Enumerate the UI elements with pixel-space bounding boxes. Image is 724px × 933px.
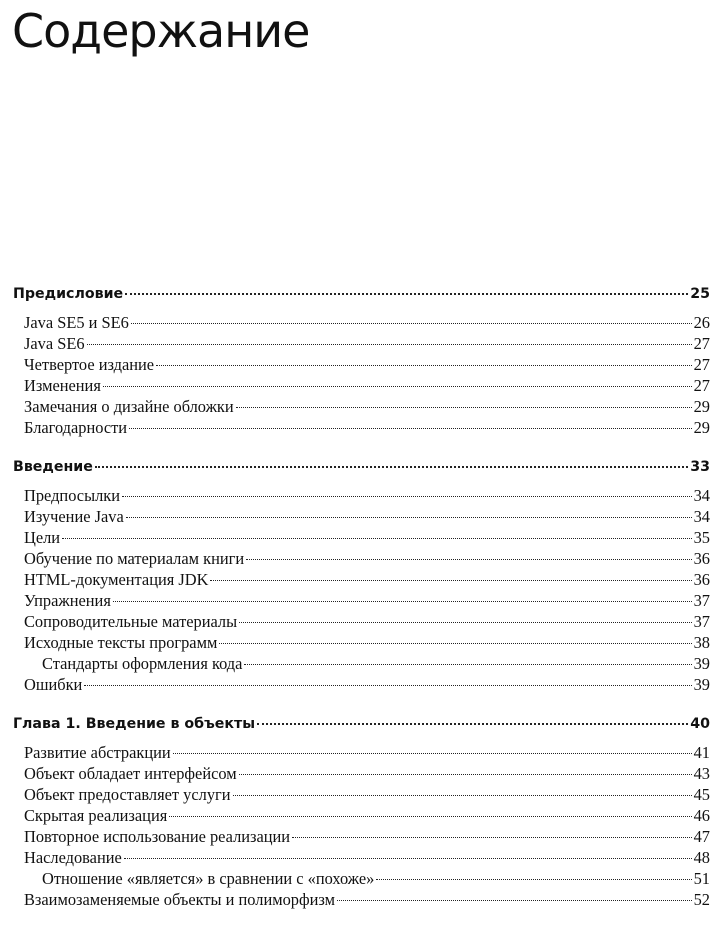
toc-entry-title: Стандарты оформления кода xyxy=(42,654,243,673)
toc-entry-page: 26 xyxy=(693,313,710,332)
toc-entry-title: Объект предоставляет услуги xyxy=(24,785,231,804)
toc-chapter-row[interactable] xyxy=(13,714,710,734)
toc-leader-dots xyxy=(233,795,692,796)
toc-section-row[interactable] xyxy=(13,527,710,548)
table-of-contents xyxy=(13,284,710,910)
page-title: Содержание xyxy=(12,4,310,58)
toc-entry-page: 37 xyxy=(693,591,710,610)
toc-section-row[interactable] xyxy=(13,590,710,611)
toc-entry-page: 29 xyxy=(693,418,710,437)
toc-section-row[interactable] xyxy=(13,889,710,910)
toc-leader-dots xyxy=(125,293,688,295)
toc-section-row[interactable] xyxy=(13,354,710,375)
toc-entry-page: 38 xyxy=(693,633,710,652)
toc-entry-page: 52 xyxy=(693,890,710,909)
toc-entry-page: 36 xyxy=(693,570,710,589)
toc-entry-title: HTML-документация JDK xyxy=(24,570,209,589)
chapter-gap xyxy=(13,695,710,714)
toc-leader-dots xyxy=(239,774,692,775)
toc-section-row[interactable] xyxy=(13,674,710,695)
toc-entry-page: 27 xyxy=(693,334,710,353)
toc-section-row[interactable] xyxy=(13,569,710,590)
toc-leader-dots xyxy=(84,685,691,686)
toc-leader-dots xyxy=(129,428,692,429)
toc-entry-page: 47 xyxy=(693,827,710,846)
toc-entry-title: Взаимозаменяемые объекты и полиморфизм xyxy=(24,890,335,909)
toc-entry-title: Развитие абстракции xyxy=(24,743,171,762)
toc-leader-dots xyxy=(113,601,692,602)
toc-leader-dots xyxy=(62,538,692,539)
toc-entry-page: 51 xyxy=(693,869,710,888)
toc-entry-title: Скрытая реализация xyxy=(24,806,168,825)
toc-section-row[interactable] xyxy=(13,312,710,333)
toc-section-row[interactable] xyxy=(13,548,710,569)
toc-leader-dots xyxy=(337,900,692,901)
toc-leader-dots xyxy=(210,580,691,581)
toc-entry-title: Повторное использование реализации xyxy=(24,827,291,846)
toc-entry-page: 29 xyxy=(693,397,710,416)
toc-entry-page: 34 xyxy=(693,507,710,526)
toc-leader-dots xyxy=(87,344,692,345)
toc-entry-page: 48 xyxy=(693,848,710,867)
toc-entry-page: 34 xyxy=(693,486,710,505)
toc-entry-title: Сопроводительные материалы xyxy=(24,612,238,631)
toc-entry-title: Java SE5 и SE6 xyxy=(24,313,129,332)
toc-section-row[interactable] xyxy=(13,396,710,417)
chapter-gap xyxy=(13,438,710,457)
toc-subsection-row[interactable] xyxy=(13,868,710,889)
toc-chapter-title: Глава 1. Введение в объекты xyxy=(13,716,256,732)
toc-entry-page: 39 xyxy=(693,654,710,673)
toc-leader-dots xyxy=(122,496,692,497)
toc-leader-dots xyxy=(246,559,692,560)
toc-subsection-row[interactable] xyxy=(13,653,710,674)
toc-chapter-title: Предисловие xyxy=(13,286,124,302)
toc-entry-page: 43 xyxy=(693,764,710,783)
toc-chapter-page: 40 xyxy=(690,716,710,732)
toc-section-row[interactable] xyxy=(13,763,710,784)
toc-section-row[interactable] xyxy=(13,742,710,763)
toc-section-row[interactable] xyxy=(13,632,710,653)
toc-leader-dots xyxy=(156,365,692,366)
toc-entry-page: 35 xyxy=(693,528,710,547)
toc-leader-dots xyxy=(239,622,691,623)
toc-entry-page: 39 xyxy=(693,675,710,694)
toc-entry-title: Ошибки xyxy=(24,675,83,694)
toc-leader-dots xyxy=(126,517,692,518)
toc-entry-title: Четвертое издание xyxy=(24,355,155,374)
toc-section-row[interactable] xyxy=(13,847,710,868)
toc-entry-title: Упражнения xyxy=(24,591,111,610)
toc-leader-dots xyxy=(95,466,688,468)
toc-section-row[interactable] xyxy=(13,784,710,805)
toc-chapter-page: 33 xyxy=(690,459,710,475)
toc-leader-dots xyxy=(244,664,691,665)
toc-entry-page: 27 xyxy=(693,376,710,395)
toc-entry-title: Изменения xyxy=(24,376,101,395)
toc-leader-dots xyxy=(103,386,692,387)
toc-section-row[interactable] xyxy=(13,506,710,527)
toc-entry-page: 45 xyxy=(693,785,710,804)
toc-section-row[interactable] xyxy=(13,826,710,847)
toc-leader-dots xyxy=(376,879,691,880)
toc-section-row[interactable] xyxy=(13,375,710,396)
toc-leader-dots xyxy=(219,643,691,644)
toc-entry-page: 41 xyxy=(693,743,710,762)
toc-entry-title: Цели xyxy=(24,528,61,547)
toc-leader-dots xyxy=(169,816,691,817)
toc-chapter-title: Введение xyxy=(13,459,93,475)
toc-chapter-row[interactable] xyxy=(13,457,710,477)
toc-section-row[interactable] xyxy=(13,485,710,506)
toc-entry-title: Замечания о дизайне обложки xyxy=(24,397,234,416)
toc-entry-title: Благодарности xyxy=(24,418,128,437)
toc-entry-page: 36 xyxy=(693,549,710,568)
toc-entry-page: 37 xyxy=(693,612,710,631)
toc-leader-dots xyxy=(236,407,692,408)
toc-leader-dots xyxy=(173,753,692,754)
toc-chapter-page: 25 xyxy=(690,286,710,302)
toc-entry-title: Объект обладает интерфейсом xyxy=(24,764,237,783)
toc-section-row[interactable] xyxy=(13,611,710,632)
toc-entry-page: 46 xyxy=(693,806,710,825)
toc-section-row[interactable] xyxy=(13,333,710,354)
toc-leader-dots xyxy=(257,723,688,725)
toc-entry-title: Изучение Java xyxy=(24,507,124,526)
toc-leader-dots xyxy=(124,858,692,859)
toc-entry-title: Исходные тексты программ xyxy=(24,633,218,652)
toc-leader-dots xyxy=(131,323,692,324)
toc-section-row[interactable] xyxy=(13,417,710,438)
toc-leader-dots xyxy=(292,837,692,838)
toc-entry-title: Java SE6 xyxy=(24,334,85,353)
toc-entry-title: Отношение «является» в сравнении с «похоже» xyxy=(42,869,375,888)
toc-section-row[interactable] xyxy=(13,805,710,826)
toc-entry-title: Наследование xyxy=(24,848,122,867)
toc-chapter-row[interactable] xyxy=(13,284,710,304)
toc-entry-title: Обучение по материалам книги xyxy=(24,549,245,568)
toc-entry-page: 27 xyxy=(693,355,710,374)
toc-entry-title: Предпосылки xyxy=(24,486,121,505)
